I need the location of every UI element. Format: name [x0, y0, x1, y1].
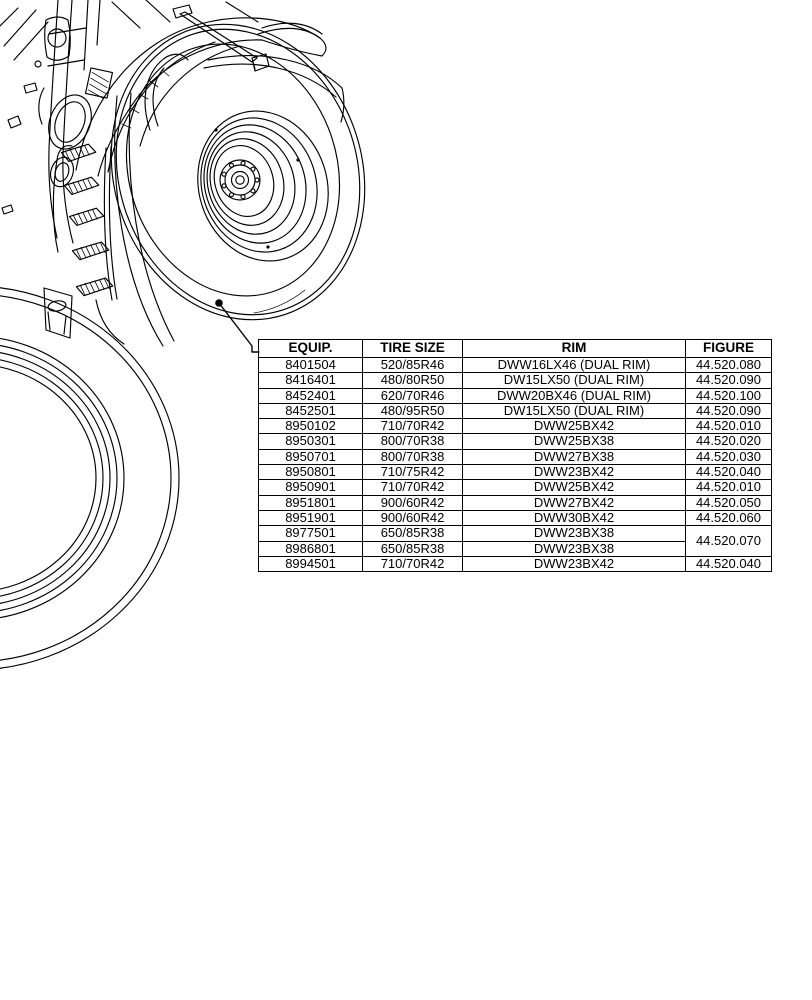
equip-cell: 8452401 [259, 388, 363, 403]
tire-size-cell: 710/75R42 [363, 465, 463, 480]
table-row [259, 480, 772, 495]
tire-size-cell: 480/95R50 [363, 403, 463, 418]
table-row [259, 434, 772, 449]
equip-cell: 8950701 [259, 449, 363, 464]
rim-cell: DWW27BX38 [463, 449, 686, 464]
header-tire-size: TIRE SIZE [363, 340, 463, 358]
equip-cell: 8950102 [259, 419, 363, 434]
table-row [259, 495, 772, 510]
equip-cell: 8401504 [259, 358, 363, 373]
tire-size-cell: 480/80R50 [363, 373, 463, 388]
table-row [259, 419, 772, 434]
header-rim: RIM [463, 340, 686, 358]
tire-size-cell: 710/70R42 [363, 556, 463, 571]
table-row [259, 449, 772, 464]
rim-cell: DWW23BX42 [463, 465, 686, 480]
rim-cell: DWW23BX42 [463, 556, 686, 571]
callout-leader-line [219, 303, 259, 352]
tire-size-cell: 520/85R46 [363, 358, 463, 373]
tire-size-cell: 710/70R42 [363, 419, 463, 434]
equip-cell: 8986801 [259, 541, 363, 556]
figure-cell: 44.520.020 [686, 434, 772, 449]
tire-size-cell: 710/70R42 [363, 480, 463, 495]
rim-cell: DWW20BX46 (DUAL RIM) [463, 388, 686, 403]
rim-cell: DW15LX50 (DUAL RIM) [463, 403, 686, 418]
equip-cell: 8994501 [259, 556, 363, 571]
tire-size-cell: 650/85R38 [363, 541, 463, 556]
figure-cell: 44.520.090 [686, 403, 772, 418]
tire-size-cell: 900/60R42 [363, 495, 463, 510]
cab-pillar [39, 0, 188, 243]
equip-cell: 8416401 [259, 373, 363, 388]
rim-cell: DWW27BX42 [463, 495, 686, 510]
wheel-hub [220, 160, 260, 200]
header-figure: FIGURE [686, 340, 772, 358]
equip-cell: 8977501 [259, 526, 363, 541]
rim-cell: DWW25BX38 [463, 434, 686, 449]
rim-cell: DWW25BX42 [463, 480, 686, 495]
figure-cell: 44.520.050 [686, 495, 772, 510]
figure-cell: 44.520.010 [686, 480, 772, 495]
header-equip: EQUIP. [259, 340, 363, 358]
rim-cell: DW15LX50 (DUAL RIM) [463, 373, 686, 388]
table-header-row [259, 340, 772, 358]
table-row [259, 526, 772, 541]
table-row [259, 465, 772, 480]
equip-cell: 8950801 [259, 465, 363, 480]
rim-cell: DWW23BX38 [463, 541, 686, 556]
table-row [259, 403, 772, 418]
table-row [259, 556, 772, 571]
figure-cell: 44.520.040 [686, 465, 772, 480]
figure-cell: 44.520.070 [686, 526, 772, 557]
equip-cell: 8950301 [259, 434, 363, 449]
figure-cell: 44.520.060 [686, 510, 772, 525]
figure-cell: 44.520.100 [686, 388, 772, 403]
equip-cell: 8452501 [259, 403, 363, 418]
tire-size-cell: 800/70R38 [363, 449, 463, 464]
figure-cell: 44.520.010 [686, 419, 772, 434]
table-row [259, 510, 772, 525]
rim-cell: DWW23BX38 [463, 526, 686, 541]
table-row [259, 373, 772, 388]
figure-cell: 44.520.030 [686, 449, 772, 464]
figure-cell: 44.520.090 [686, 373, 772, 388]
callout [215, 299, 259, 352]
tire-size-cell: 800/70R38 [363, 434, 463, 449]
figure-cell: 44.520.080 [686, 358, 772, 373]
parts-table [258, 339, 772, 572]
equip-cell: 8951801 [259, 495, 363, 510]
table-row [259, 388, 772, 403]
table-row [259, 358, 772, 373]
rim-cell: DWW30BX42 [463, 510, 686, 525]
tire-size-cell: 900/60R42 [363, 510, 463, 525]
tire-size-cell: 620/70R46 [363, 388, 463, 403]
rim-cell: DWW16LX46 (DUAL RIM) [463, 358, 686, 373]
equip-cell: 8951901 [259, 510, 363, 525]
equip-cell: 8950901 [259, 480, 363, 495]
tire-size-cell: 650/85R38 [363, 526, 463, 541]
front-tire-partial [0, 286, 179, 670]
figure-cell: 44.520.040 [686, 556, 772, 571]
rim-cell: DWW25BX42 [463, 419, 686, 434]
